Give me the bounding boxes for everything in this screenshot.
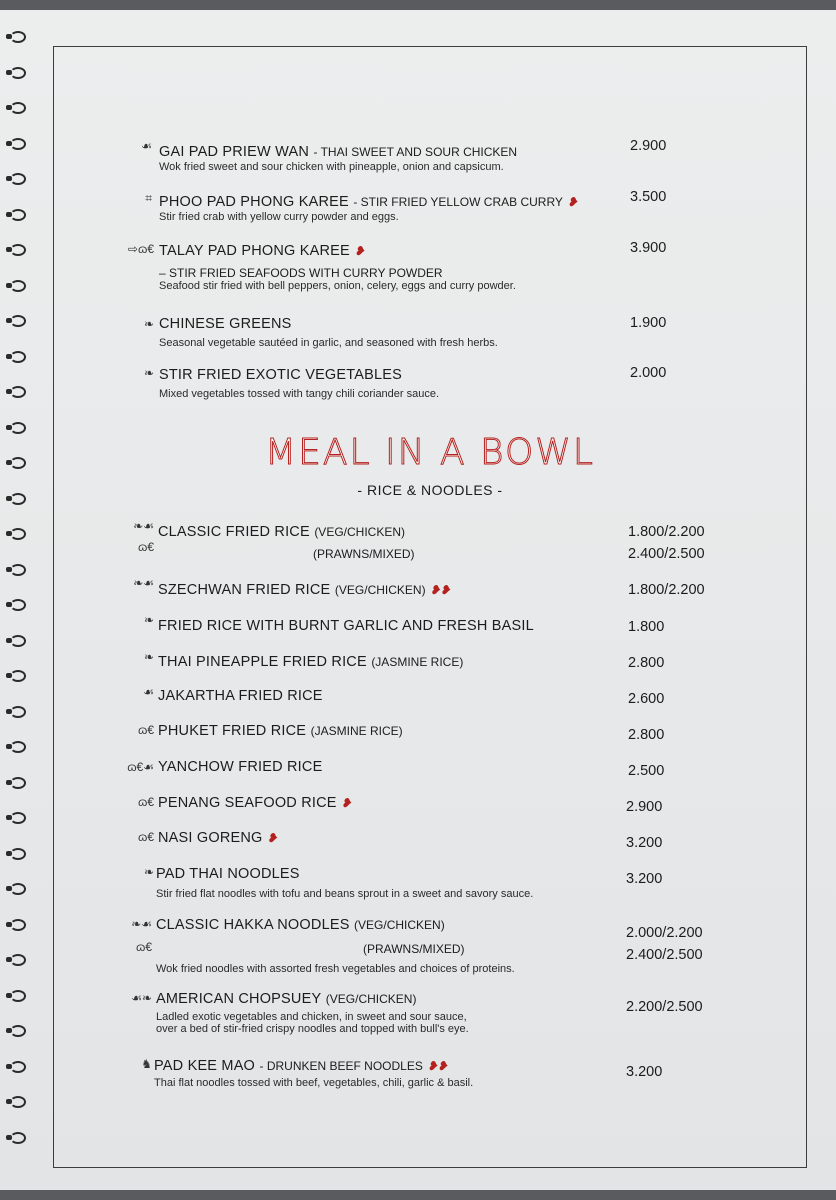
spiral-ring	[4, 350, 28, 364]
item-subtitle: (JASMINE RICE)	[310, 724, 403, 738]
ring-loop	[10, 741, 26, 753]
item-name: TALAY PAD PHONG KAREE	[159, 243, 350, 259]
spiral-ring	[4, 953, 28, 967]
item-name: GAI PAD PRIEW WAN	[159, 144, 310, 160]
item-price: 3.900	[630, 240, 667, 256]
ring-loop	[10, 883, 26, 895]
item-subtitle: - STIR FRIED YELLOW CRAB CURRY	[353, 195, 563, 209]
item-subtitle: (VEG/CHICKEN)	[334, 583, 426, 597]
veg-chicken-icon: ❧☙	[131, 917, 152, 931]
ring-loop	[10, 244, 26, 256]
ring-loop	[10, 173, 26, 185]
menu-item	[159, 366, 439, 400]
section-title: MEAL IN A BOWL	[265, 432, 595, 473]
beef-icon: ♞	[141, 1057, 152, 1071]
chili-icon: ❥❥	[427, 1059, 448, 1073]
item-description: Ladled exotic vegetables and chicken, in sweet and sour sauce,	[156, 1011, 467, 1023]
item-price: 2.000	[630, 365, 667, 381]
menu-item	[158, 581, 450, 599]
item-description: Wok fried sweet and sour chicken with pineapple, onion and capsicum.	[159, 161, 504, 173]
prawn-chicken-icon: ɷ€☙	[127, 760, 154, 774]
spiral-ring	[4, 634, 28, 648]
seafood-icon: ⇨ɷ€	[127, 242, 154, 256]
spiral-ring	[4, 101, 28, 115]
chicken-icon: ☙	[141, 139, 152, 153]
menu-item	[158, 758, 322, 776]
item-price: 2.400/2.500	[628, 546, 705, 562]
ring-loop	[10, 209, 26, 221]
item-price: 3.200	[626, 871, 663, 887]
spiral-ring	[4, 66, 28, 80]
ring-loop	[10, 670, 26, 682]
veg-icon: ❧	[143, 366, 154, 380]
spiral-ring	[4, 208, 28, 222]
item-price: 1.900	[630, 315, 667, 331]
item-description: Thai flat noodles tossed with beef, vegetables, chili, garlic & basil.	[154, 1077, 474, 1089]
spiral-ring	[4, 563, 28, 577]
menu-item	[159, 315, 498, 349]
prawn-icon: ɷ€	[137, 795, 154, 809]
menu-item	[158, 523, 405, 541]
item-description: Stir fried crab with yellow curry powder and eggs.	[159, 211, 399, 223]
item-description: Stir fried flat noodles with tofu and beans sprout in a sweet and savory sauce.	[156, 888, 534, 900]
ring-loop	[10, 528, 26, 540]
item-name: FRIED RICE WITH BURNT GARLIC AND FRESH BASIL	[158, 618, 534, 634]
spiral-ring	[4, 669, 28, 683]
item-price: 2.800	[628, 655, 665, 671]
spiral-ring	[4, 279, 28, 293]
chili-icon: ❥	[266, 831, 278, 845]
spiral-ring	[4, 1060, 28, 1074]
item-name: AMERICAN CHOPSUEY	[156, 991, 322, 1007]
menu-item	[158, 794, 351, 812]
item-name: PENANG SEAFOOD RICE	[158, 795, 337, 811]
ring-loop	[10, 280, 26, 292]
prawn-icon: ɷ€	[137, 830, 154, 844]
ring-loop	[10, 635, 26, 647]
veg-icon: ❧	[143, 650, 154, 664]
prawn-icon: ɷ€	[137, 723, 154, 737]
menu-item	[158, 653, 463, 671]
menu-item	[159, 193, 577, 223]
item-subtitle: (VEG/CHICKEN)	[354, 918, 445, 932]
item-price: 1.800/2.200	[628, 582, 705, 598]
spiral-ring	[4, 705, 28, 719]
item-name: CHINESE GREENS	[159, 316, 292, 332]
ring-loop	[10, 1061, 26, 1073]
item-price: 3.200	[626, 1064, 663, 1080]
menu-item	[158, 617, 534, 635]
veg-chicken-icon: ❧☙	[133, 519, 154, 533]
spiral-ring	[4, 918, 28, 932]
item-description: over a bed of stir-fried crispy noodles and topped with bull's eye.	[156, 1023, 469, 1035]
menu-item	[159, 242, 516, 292]
prawn-icon: ɷ€	[135, 940, 152, 954]
item-name: PAD KEE MAO	[154, 1058, 256, 1074]
item-price: 2.200/2.500	[626, 999, 703, 1015]
veg-icon: ❧	[143, 613, 154, 627]
ring-loop	[10, 1132, 26, 1144]
item-price: 1.800	[628, 619, 665, 635]
item-name: SZECHWAN FRIED RICE	[158, 582, 331, 598]
veg-icon: ❧	[143, 317, 154, 331]
item-name: YANCHOW FRIED RICE	[158, 759, 323, 775]
menu-item	[154, 1057, 473, 1089]
item-name: PHUKET FRIED RICE	[158, 723, 307, 739]
spiral-ring	[4, 1024, 28, 1038]
item-description: Seasonal vegetable sautéed in garlic, and seasoned with fresh herbs.	[159, 337, 498, 349]
bottom-edge	[0, 1190, 836, 1200]
spiral-ring	[4, 811, 28, 825]
spiral-ring	[4, 1095, 28, 1109]
menu-item	[156, 990, 469, 1035]
ring-loop	[10, 138, 26, 150]
chili-icon: ❥	[341, 796, 352, 810]
item-name: PAD THAI NOODLES	[156, 866, 300, 882]
chicken-icon: ☙	[143, 685, 154, 699]
item-subtitle: - THAI SWEET AND SOUR CHICKEN	[313, 145, 518, 159]
spiral-ring	[4, 243, 28, 257]
item-price: 2.900	[626, 799, 663, 815]
spiral-binding	[0, 30, 40, 1180]
ring-loop	[10, 31, 26, 43]
veg-chicken-icon: ❧☙	[133, 576, 154, 590]
item-price: 2.500	[628, 763, 665, 779]
ring-loop	[10, 990, 26, 1002]
spiral-ring	[4, 527, 28, 541]
item-price: 1.800/2.200	[628, 524, 705, 540]
item-price: 3.500	[630, 189, 667, 205]
ring-loop	[10, 67, 26, 79]
item-name: NASI GORENG	[158, 830, 263, 846]
item-name: PHOO PAD PHONG KAREE	[159, 194, 349, 210]
chicken-veg-icon: ☙❧	[131, 991, 152, 1005]
ring-loop	[10, 386, 26, 398]
item-price: 2.400/2.500	[626, 947, 703, 963]
item-description: Seafood stir fried with bell peppers, onion, celery, eggs and curry powder.	[159, 280, 516, 292]
ring-loop	[10, 706, 26, 718]
ring-loop	[10, 777, 26, 789]
spiral-ring	[4, 172, 28, 186]
prawn-icon: ɷ€	[137, 540, 154, 554]
section-subtitle: - RICE & NOODLES -	[357, 482, 503, 498]
ring-loop	[10, 599, 26, 611]
spiral-ring	[4, 598, 28, 612]
ring-loop	[10, 812, 26, 824]
menu-item	[159, 143, 517, 173]
ring-loop	[10, 564, 26, 576]
item-price: 3.200	[626, 835, 663, 851]
spiral-ring	[4, 385, 28, 399]
item-description: Wok fried noodles with assorted fresh vegetables and choices of proteins.	[156, 963, 515, 975]
menu-item	[156, 865, 533, 900]
item-price: 2.600	[628, 691, 665, 707]
item-name: THAI PINEAPPLE FRIED RICE	[158, 654, 367, 670]
ring-loop	[10, 315, 26, 327]
spiral-ring	[4, 882, 28, 896]
chili-icon: ❥	[567, 195, 578, 209]
item-name: STIR FRIED EXOTIC VEGETABLES	[159, 367, 403, 383]
top-edge	[0, 0, 836, 10]
ring-loop	[10, 1025, 26, 1037]
menu-item	[158, 687, 323, 705]
menu-item	[158, 722, 403, 740]
item-subtitle: (VEG/CHICKEN)	[314, 525, 405, 539]
ring-loop	[10, 954, 26, 966]
ring-loop	[10, 351, 26, 363]
spiral-ring	[4, 30, 28, 44]
ring-loop	[10, 102, 26, 114]
item-subtitle: - DRUNKEN BEEF NOODLES	[259, 1059, 423, 1073]
item-subtitle: (JASMINE RICE)	[371, 655, 464, 669]
spiral-ring	[4, 137, 28, 151]
spiral-ring	[4, 740, 28, 754]
item-name: CLASSIC FRIED RICE	[158, 524, 310, 540]
menu-item	[156, 916, 445, 934]
item-name: CLASSIC HAKKA NOODLES	[156, 917, 350, 933]
chili-icon: ❥❥	[430, 583, 451, 597]
item-subtitle: (VEG/CHICKEN)	[325, 992, 417, 1006]
spiral-ring	[4, 989, 28, 1003]
spiral-ring	[4, 776, 28, 790]
item-price: 2.000/2.200	[626, 925, 703, 941]
item-price: 2.800	[628, 727, 665, 743]
item-subtitle: (PRAWNS/MIXED)	[313, 547, 415, 561]
ring-loop	[10, 919, 26, 931]
item-subtitle: (PRAWNS/MIXED)	[363, 942, 465, 956]
spiral-ring	[4, 847, 28, 861]
chili-icon: ❥	[354, 244, 365, 258]
item-price: 2.900	[630, 138, 667, 154]
spiral-ring	[4, 1131, 28, 1145]
spiral-ring	[4, 314, 28, 328]
veg-icon: ❧	[143, 865, 154, 879]
crab-icon: ⌗	[145, 191, 152, 205]
ring-loop	[10, 848, 26, 860]
item-name: JAKARTHA FRIED RICE	[158, 688, 323, 704]
menu-item	[158, 829, 277, 847]
item-description: Mixed vegetables tossed with tangy chili coriander sauce.	[159, 388, 440, 400]
ring-loop	[10, 1096, 26, 1108]
item-subtitle: – STIR FRIED SEAFOODS WITH CURRY POWDER	[159, 266, 443, 280]
